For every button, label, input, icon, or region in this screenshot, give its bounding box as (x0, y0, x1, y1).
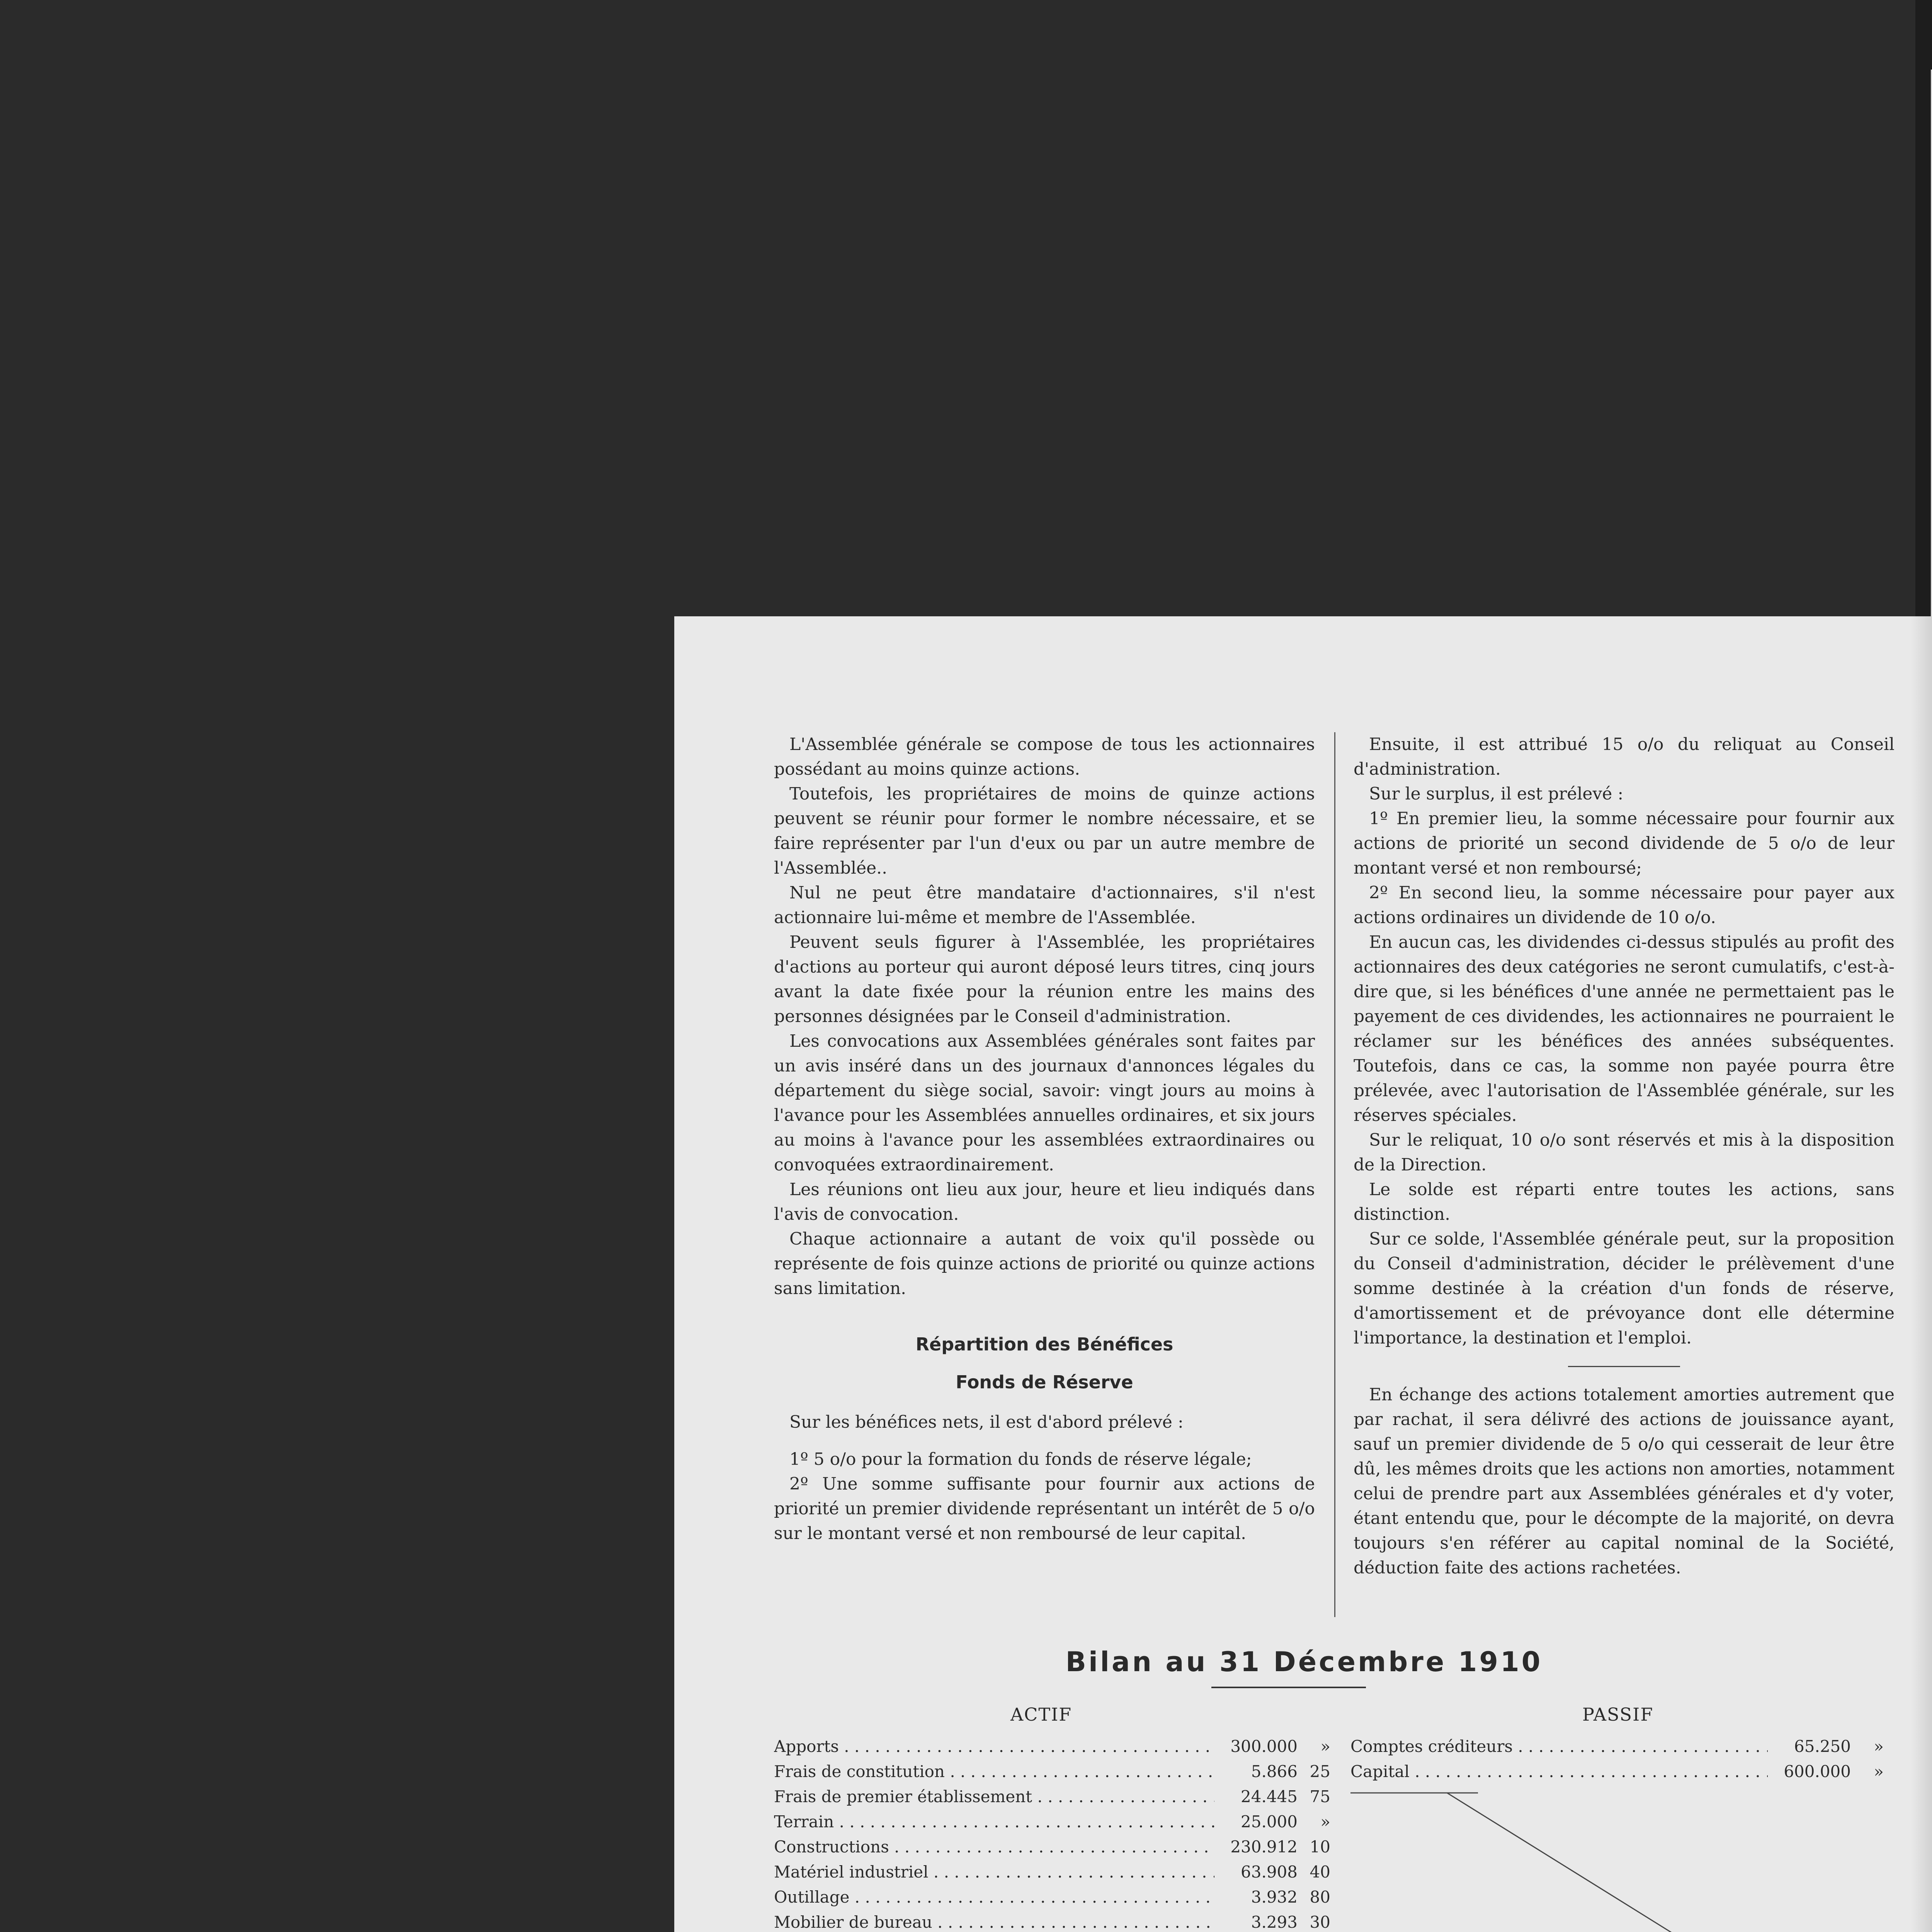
row-amount: 25.000 (1241, 1812, 1298, 1831)
paragraph: Nul ne peut être mandataire d'actionnaires, s'il n'est actionnaire lui-même et membre de l'Assemblée. (774, 883, 1315, 927)
row-amount: 5.866 (1251, 1762, 1298, 1781)
row-amount: 3.293 (1251, 1913, 1298, 1932)
row-label: Frais de constitution . . . (774, 1762, 1214, 1781)
document-page (674, 616, 1932, 1932)
paragraph: 1º En premier lieu, la somme nécessaire pour fournir aux actions de priorité un second dividende de 5 o/o de leur montant versé et non remboursé; (1354, 809, 1895, 878)
row-label: Comptes créditeurs . . . (1350, 1737, 1768, 1756)
paragraph: Sur le surplus, il est prélevé : (1369, 784, 1624, 804)
page-curl-shadow (1911, 616, 1932, 1932)
column-divider (1334, 732, 1335, 1617)
actif-heading: ACTIF (1010, 1704, 1072, 1725)
row-cents: 40 (1310, 1862, 1330, 1881)
paragraph: Sur les bénéfices nets, il est d'abord prélevé : (789, 1412, 1184, 1432)
paragraph: L'Assemblée générale se compose de tous les actionnaires possédant au moins quinze actions. (774, 735, 1315, 779)
table-row (774, 1862, 1330, 1888)
paragraph: Les réunions ont lieu aux jour, heure et lieu indiqués dans l'avis de convocation. (774, 1180, 1315, 1224)
section-heading: Répartition des Bénéfices (915, 1334, 1173, 1355)
row-cents: 75 (1310, 1787, 1330, 1806)
table-row (774, 1837, 1330, 1862)
row-cents: 30 (1310, 1913, 1330, 1932)
text-columns (774, 732, 1895, 1633)
table-row (774, 1812, 1330, 1837)
actif-table (774, 1737, 1330, 1932)
row-amount: 3.932 (1251, 1888, 1298, 1906)
row-label: Constructions . . . (774, 1837, 1214, 1856)
table-row (774, 1787, 1330, 1812)
row-amount: 230.912 (1230, 1837, 1298, 1856)
table-row (774, 1913, 1330, 1932)
paragraph: Sur le reliquat, 10 o/o sont réservés et mis à la disposition de la Direction. (1354, 1130, 1895, 1175)
row-label: Terrain . . . (774, 1812, 1214, 1831)
paragraph: Le solde est réparti entre toutes les actions, sans distinction. (1354, 1180, 1895, 1224)
row-label: Capital . . . (1350, 1762, 1768, 1781)
paragraph: Chaque actionnaire a autant de voix qu'il possède ou représente de fois quinze actions de priorité ou quinze actions sans limitation. (774, 1229, 1315, 1298)
row-cents: » (1320, 1812, 1330, 1831)
bilan-title: Bilan au 31 Décembre 1910 (1065, 1646, 1543, 1678)
paragraph: 2º Une somme suffisante pour fournir aux actions de priorité un premier dividende représentant un intérêt de 5 o/o sur le montant versé et non remboursé de leur capital. (774, 1474, 1315, 1543)
left-column (774, 732, 1315, 1546)
paragraph: 1º 5 o/o pour la formation du fonds de réserve légale; (789, 1449, 1252, 1469)
paragraph: En échange des actions totalement amorties autrement que par rachat, il sera délivré des actions de jouissance ayant, sauf un premier dividende de 5 o/o qui cesserait de leur être dû, les mêmes droits que les actions non amorties, notamment celui de prendre part aux Assemblées générales et d'y voter, étant entendu que, pour le décompte de la majorité, on devra toujours s'en référer au capital nominal de la Société, déduction faite des actions rachetées. (1354, 1385, 1895, 1578)
passif-table (1350, 1737, 1884, 1787)
row-label: Mobilier de bureau . . . (774, 1913, 1214, 1932)
row-label: Matériel industriel . . . (774, 1862, 1214, 1881)
row-amount: 65.250 (1794, 1737, 1851, 1756)
row-amount: 600.000 (1784, 1762, 1851, 1781)
row-amount: 24.445 (1241, 1787, 1298, 1806)
diagonal-rule (1447, 1793, 1779, 1932)
row-amount: 63.908 (1241, 1862, 1298, 1881)
row-cents: » (1874, 1737, 1884, 1756)
paragraph: Ensuite, il est attribué 15 o/o du reliquat au Conseil d'administration. (1354, 735, 1895, 779)
section-divider (1568, 1366, 1680, 1367)
paragraph: Toutefois, les propriétaires de moins de quinze actions peuvent se réunir pour former le nombre nécessaire, et se faire représenter par l'un d'eux ou par un autre membre de l'Assemblée.. (774, 784, 1315, 878)
row-cents: » (1320, 1737, 1330, 1756)
paragraph: En aucun cas, les dividendes ci-dessus stipulés au profit des actionnaires des deux catégories ne seront cumulatifs, c'est-à-dire que, si les bénéfices d'une année ne permettaient pas le payement de ces dividendes, les actionnaires ne pourraient le réclamer sur les bénéfices des années subséquentes. Toutefois, dans ce cas, la somme non payée pourra être prélevée, avec l'autorisation de l'Assemblée générale, sur les réserves spéciales. (1354, 932, 1895, 1125)
row-cents: 10 (1310, 1837, 1330, 1856)
passif-heading: PASSIF (1582, 1704, 1654, 1725)
bilan-title-rule (1211, 1687, 1366, 1688)
row-amount: 300.000 (1230, 1737, 1298, 1756)
paragraph: Sur ce solde, l'Assemblée générale peut, sur la proposition du Conseil d'administration, décider le prélèvement d'une somme destinée à la création d'un fonds de réserve, d'amortissement et de prévoyance dont elle détermine l'importance, la destination et l'emploi. (1354, 1229, 1895, 1348)
table-row (1350, 1737, 1884, 1762)
paragraph: 2º En second lieu, la somme nécessaire pour payer aux actions ordinaires un dividende de 10 o/o. (1354, 883, 1895, 927)
table-row (774, 1762, 1330, 1787)
row-label: Apports . . . (774, 1737, 1214, 1756)
row-cents: » (1874, 1762, 1884, 1781)
table-row (774, 1737, 1330, 1762)
paragraph: Les convocations aux Assemblées générales sont faites par un avis inséré dans un des journaux d'annonces légales du département du siège social, savoir: vingt jours au moins à l'avance pour les Assemblées annuelles ordinaires, et six jours au moins à l'avance pour les assemblées extraordinaires ou convoquées extraordinairement. (774, 1031, 1315, 1175)
table-row (774, 1888, 1330, 1913)
row-label: Outillage . . . (774, 1888, 1214, 1906)
paragraph: Peuvent seuls figurer à l'Assemblée, les propriétaires d'actions au porteur qui auront déposé leurs titres, cinq jours avant la date fixée pour la réunion entre les mains des personnes désignées par le Conseil d'administration. (774, 932, 1315, 1026)
table-row (1350, 1762, 1884, 1787)
cancellation-stroke (1350, 1789, 1791, 1932)
row-label: Frais de premier établissement . . . (774, 1787, 1214, 1806)
subsection-heading: Fonds de Réserve (956, 1372, 1133, 1393)
row-cents: 80 (1310, 1888, 1330, 1906)
row-cents: 25 (1310, 1762, 1330, 1781)
right-column (1354, 732, 1895, 1580)
